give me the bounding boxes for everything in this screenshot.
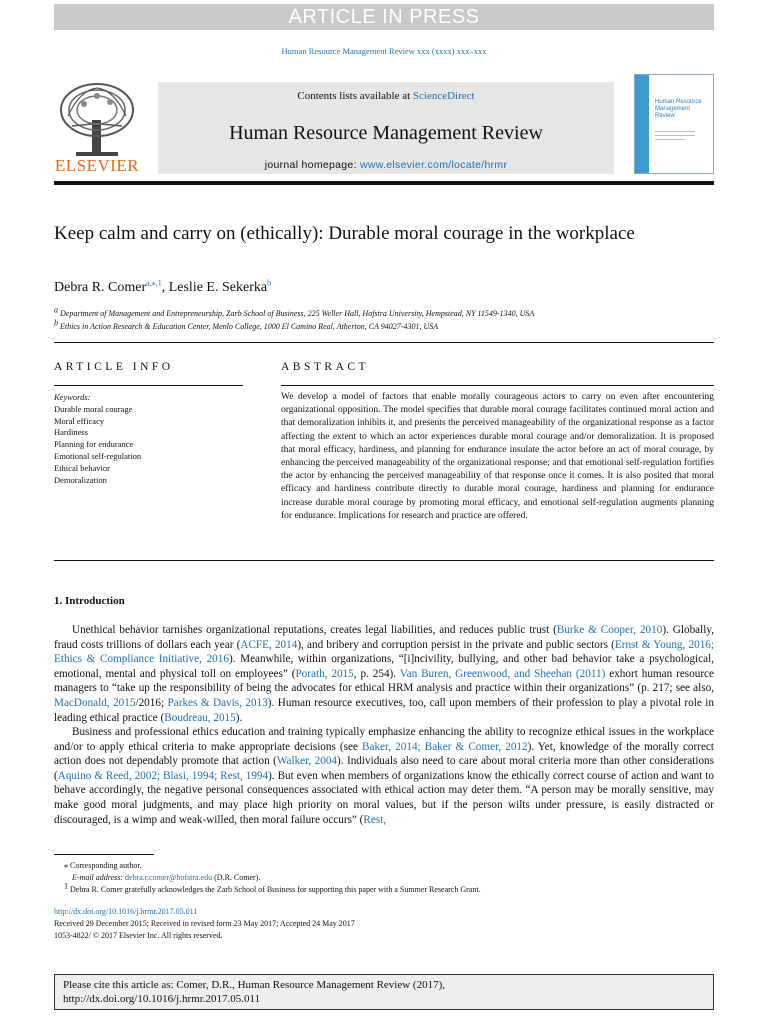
- cover-title: Human Resource Management Review: [655, 99, 702, 119]
- citation-link[interactable]: ACFE, 2014: [240, 638, 298, 651]
- paragraph-text: ). Yet, knowledge of the morally correct action does not dependably promote that action (: [54, 740, 714, 768]
- keyword-item: Emotional self-regulation: [54, 450, 142, 461]
- paragraph-text: Business and professional ethics education and training typically emphasize enhancing the ability to recognize ethical issues in the workplace and/or to apply ethical criteria to make appropriate decisions (see: [54, 726, 714, 753]
- abstract-heading: ABSTRACT: [281, 361, 370, 373]
- citation-link[interactable]: Rest,: [363, 813, 387, 826]
- divider: [54, 560, 714, 561]
- author-list: [54, 280, 271, 296]
- paragraph-text: ). Individuals also need to care about moral criteria more than other considerations (: [54, 755, 715, 782]
- affiliation-text: Ethics in Action Research & Education Center, Menlo College, 1000 El Camino Real, Atherton, CA 94027-4301, USA: [58, 322, 439, 331]
- journal-homepage-link[interactable]: www.elsevier.com/locate/hrmr: [360, 159, 508, 171]
- keyword-item: Demoralization: [54, 474, 107, 485]
- paragraph-text: ). Meanwhile, within organizations, “[i]ncivility, bullying, and other bad behavior take a psychological, emotional, mental and physical toll on employees” (: [54, 653, 714, 680]
- contents-prefix: Contents lists available at: [297, 90, 413, 102]
- divider: [54, 342, 714, 343]
- keywords-list: [54, 392, 141, 486]
- affiliation-text: Department of Management and Entrepreneurship, Zarb School of Business, 225 Weller Hall, Hofstra University, Hempstead, NY 11549-1340, USA: [58, 309, 535, 318]
- journal-title: Human Resource Management Review: [229, 122, 543, 144]
- paragraph-text: ). But even when members of organizations know the ethically correct course of action and want to behave accordingly, the negative personal consequences associated with ethical action may deter them. “A person may be morally sensitive, may make good moral judgments, and may place high priority on moral values, but if the person wilts under pressure, is easily distracted or discouraged, is a wimp and weak-willed, then moral failure occurs” (: [54, 769, 714, 826]
- keyword-item: Ethical behavior: [54, 462, 110, 473]
- citation-link[interactable]: MacDonald, 2015: [54, 696, 136, 709]
- citation-link[interactable]: Boudreau, 2015: [164, 711, 236, 724]
- email-owner: (D.R. Comer).: [212, 873, 261, 882]
- cover-line: [655, 131, 695, 132]
- homepage-line: [158, 159, 614, 171]
- paragraph-text: ).: [235, 711, 243, 724]
- paragraph-text: Unethical behavior tarnishes organizational reputations, creates legal liabilities, and reduces public trust (: [72, 624, 557, 636]
- citation-box: [54, 974, 714, 1010]
- affiliation-a: [54, 307, 534, 320]
- affiliation-mark: b: [54, 318, 58, 328]
- citation-link[interactable]: Aquino & Reed, 2002; Blasi, 1994; Rest, 1994: [57, 769, 269, 782]
- article-in-press-banner: ARTICLE IN PRESS: [54, 4, 714, 30]
- author-name: Debra R. Comer: [54, 280, 147, 295]
- affiliation-mark: a: [54, 305, 58, 315]
- history-dates: Received 29 December 2015; Received in revised form 23 May 2017; Accepted 24 May 2017: [54, 919, 355, 928]
- affiliations: [54, 307, 534, 333]
- paragraph-text: /2016;: [135, 696, 168, 709]
- email-link[interactable]: debra.r.comer@hofstra.edu: [125, 873, 213, 882]
- footnote-text: Debra R. Comer gratefully acknowledges the Zarb School of Business for supporting this paper with a Summer Research Grant.: [68, 885, 481, 894]
- cover-line: [655, 135, 695, 136]
- footnote-rule: [54, 854, 154, 855]
- article-info-heading: ARTICLE INFO: [54, 361, 174, 373]
- author-separator: ,: [161, 280, 169, 295]
- section-heading-introduction: 1. Introduction: [54, 595, 125, 607]
- keywords-label: Keywords:: [54, 392, 91, 402]
- citation-link[interactable]: Ernst & Young, 2016; Ethics & Compliance Initiative, 2016: [54, 638, 714, 666]
- footnote-corresponding: [54, 860, 481, 872]
- footnote-mark: 1: [64, 881, 68, 891]
- doi-link[interactable]: http://dx.doi.org/10.1016/j.hrmr.2017.05.011: [54, 907, 198, 916]
- paragraph-text: ), and bribery and corruption persist in the private and public sectors (: [297, 638, 615, 651]
- citation-link[interactable]: Van Buren, Greenwood, and Sheehan (2011): [399, 667, 606, 680]
- journal-reference-link[interactable]: Human Resource Management Review xxx (xxxx) xxx–xxx: [281, 46, 487, 56]
- paragraph-text: , p. 254).: [353, 667, 400, 680]
- publication-info: [54, 906, 355, 942]
- author-name: Leslie E. Sekerka: [168, 280, 268, 295]
- contents-line: [158, 90, 614, 102]
- keyword-item: Planning for endurance: [54, 439, 134, 450]
- body-paragraph: [54, 725, 714, 827]
- paragraph-text: exhort human resource managers to “take up the responsibility of being the advocates for ethical HRM analysis and practice within their organizations” (p. 217; see also,: [54, 667, 714, 695]
- citation-link[interactable]: Parkes & Davis, 2013: [167, 696, 268, 709]
- footnote-1: [54, 881, 481, 896]
- cover-line: [655, 139, 685, 140]
- citation-link[interactable]: Burke & Cooper, 2010: [556, 624, 663, 636]
- abstract-text: We develop a model of factors that enable morally courageous actors to carry on even after encountering organizational opposition. The model specifies that durable moral courage facilitates continued moral action and that demoralization inhibits it, and presents the perceived manageability of the organizational response as a factor affecting the extent to which an actor experiences durable moral courage and/or demoralization. It is proposed that moral efficacy, hardiness, and planning for endurance insulate the actor before an act of moral courage, by enhancing the perceived manageability of the organizational response; and that emotional self-regulation fortifies the actor by enhancing the perceived manageability of that response once it comes. It is also posited that moral efficacy and hardiness contribute directly to durable moral courage, hardiness and planning for endurance increase durable moral courage by promoting moral efficacy, and emotional self-regulation augments planning for endurance. Implications for research and practice are offered.: [281, 392, 714, 521]
- author-affiliation-sup[interactable]: a,⁎,1: [146, 278, 162, 288]
- keyword-item: Moral efficacy: [54, 415, 105, 426]
- citation-link[interactable]: Baker, 2014; Baker & Comer, 2012: [362, 740, 528, 753]
- homepage-prefix: journal homepage:: [264, 159, 360, 171]
- paragraph-text: ). Globally, fraud costs trillions of dollars each year (: [54, 624, 715, 651]
- email-label: E-mail address:: [72, 873, 126, 882]
- citation-link[interactable]: Porath, 2015: [295, 667, 354, 680]
- journal-header-box: [158, 82, 614, 174]
- footnote-email: [54, 872, 481, 884]
- citation-doi: http://dx.doi.org/10.1016/j.hrmr.2017.05.011: [63, 993, 261, 1005]
- sciencedirect-link[interactable]: ScienceDirect: [412, 90, 475, 102]
- footnote-mark: ⁎: [64, 861, 68, 870]
- masthead-rule: [54, 181, 714, 185]
- copyright-line: 1053-4822/ © 2017 Elsevier Inc. All rights reserved.: [54, 931, 223, 940]
- cover-stripe: [635, 75, 649, 173]
- divider: [281, 385, 714, 386]
- footnotes: [54, 860, 481, 896]
- citation-link[interactable]: Walker, 2004: [276, 755, 338, 768]
- journal-masthead: [54, 72, 714, 184]
- journal-cover-thumbnail: [634, 74, 714, 174]
- body-paragraph: [54, 623, 714, 725]
- citation-line: Please cite this article as: Comer, D.R., Human Resource Management Review (2017),: [63, 979, 446, 991]
- paragraph-text: ). Human resource executives, too, call upon members of their profession to play a pivotal role in leading ethical practice (: [54, 696, 714, 724]
- keyword-item: Durable moral courage: [54, 403, 133, 414]
- author-affiliation-sup[interactable]: b: [267, 278, 272, 288]
- footnote-text: Corresponding author.: [68, 861, 142, 870]
- keyword-item: Hardiness: [54, 427, 88, 438]
- article-title: Keep calm and carry on (ethically): Durable moral courage in the workplace: [54, 223, 635, 244]
- divider: [54, 385, 243, 386]
- publisher-wordmark: ELSEVIER: [54, 156, 140, 175]
- affiliation-b: [54, 320, 534, 333]
